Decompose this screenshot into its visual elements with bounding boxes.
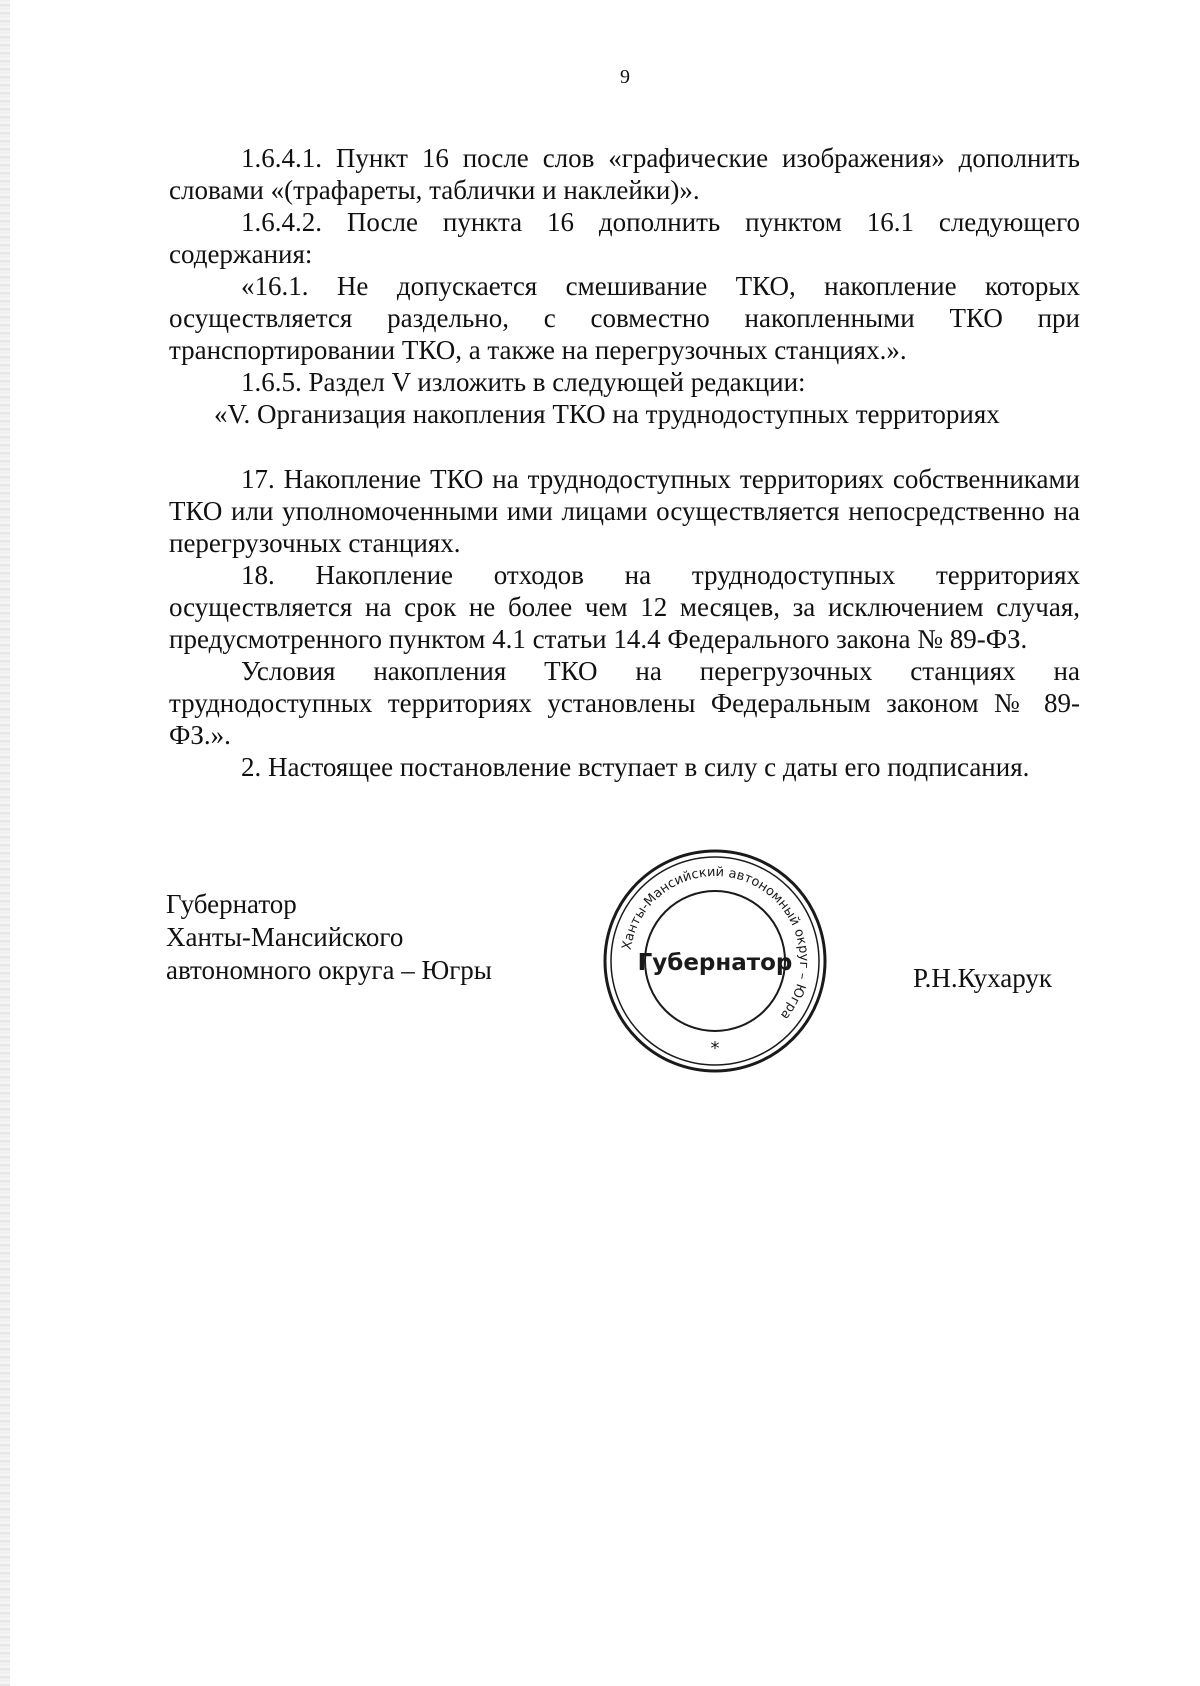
page-number: 9 (620, 66, 630, 88)
official-seal (600, 846, 830, 1076)
paragraph-18: 18. Накопление отходов на труднодоступных территориях осуществляется на срок не более чем 12 месяцев, за исключением случая, предусмотренного пунктом 4.1 статьи 14.4 Федерального закона № 89-ФЗ. (169, 560, 1080, 654)
signer-name: Р.Н.Кухарук (913, 963, 1053, 993)
seal-ring-text: Ханты-Мансийский автономный округ – Югра (619, 864, 812, 1023)
signer-title-line-2: Ханты-Мансийского (166, 922, 404, 952)
signer-title (166, 888, 492, 987)
paragraph-1-6-4-2: 1.6.4.2. После пункта 16 дополнить пунктом 16.1 следующего содержания: (169, 207, 1080, 269)
document-body (169, 142, 1080, 783)
paragraph-2-effective: 2. Настоящее постановление вступает в силу с даты его подписания. (241, 752, 1030, 782)
blank-line (169, 430, 1080, 463)
seal-center-text: Губернатор (637, 950, 793, 976)
paragraph-conditions: Условия накопления ТКО на перегрузочных станциях на труднодоступных территориях установлены Федеральным законом № 89-ФЗ.». (169, 656, 1080, 750)
paragraph-1-6-5: 1.6.5. Раздел V изложить в следующей редакции: (241, 367, 806, 397)
paragraph-1-6-4-1: 1.6.4.1. Пункт 16 после слов «графические изображения» дополнить словами «(трафареты, таблички и наклейки)». (169, 143, 1080, 205)
section-v-heading: «V. Организация накопления ТКО на труднодоступных территориях (214, 399, 1000, 429)
scan-edge (0, 0, 10, 1686)
signer-title-line-1: Губернатор (166, 889, 297, 919)
paragraph-16-1: «16.1. Не допускается смешивание ТКО, накопление которых осуществляется раздельно, с совместно накопленными ТКО при транспортировании ТКО, а также на перегрузочных станциях.». (169, 271, 1080, 365)
seal-star: * (710, 1038, 720, 1059)
paragraph-17: 17. Накопление ТКО на труднодоступных территориях собственниками ТКО или уполномоченными ими лицами осуществляется непосредственно на перегрузочных станциях. (169, 464, 1080, 558)
signer-title-line-3: автономного округа – Югры (166, 955, 492, 985)
